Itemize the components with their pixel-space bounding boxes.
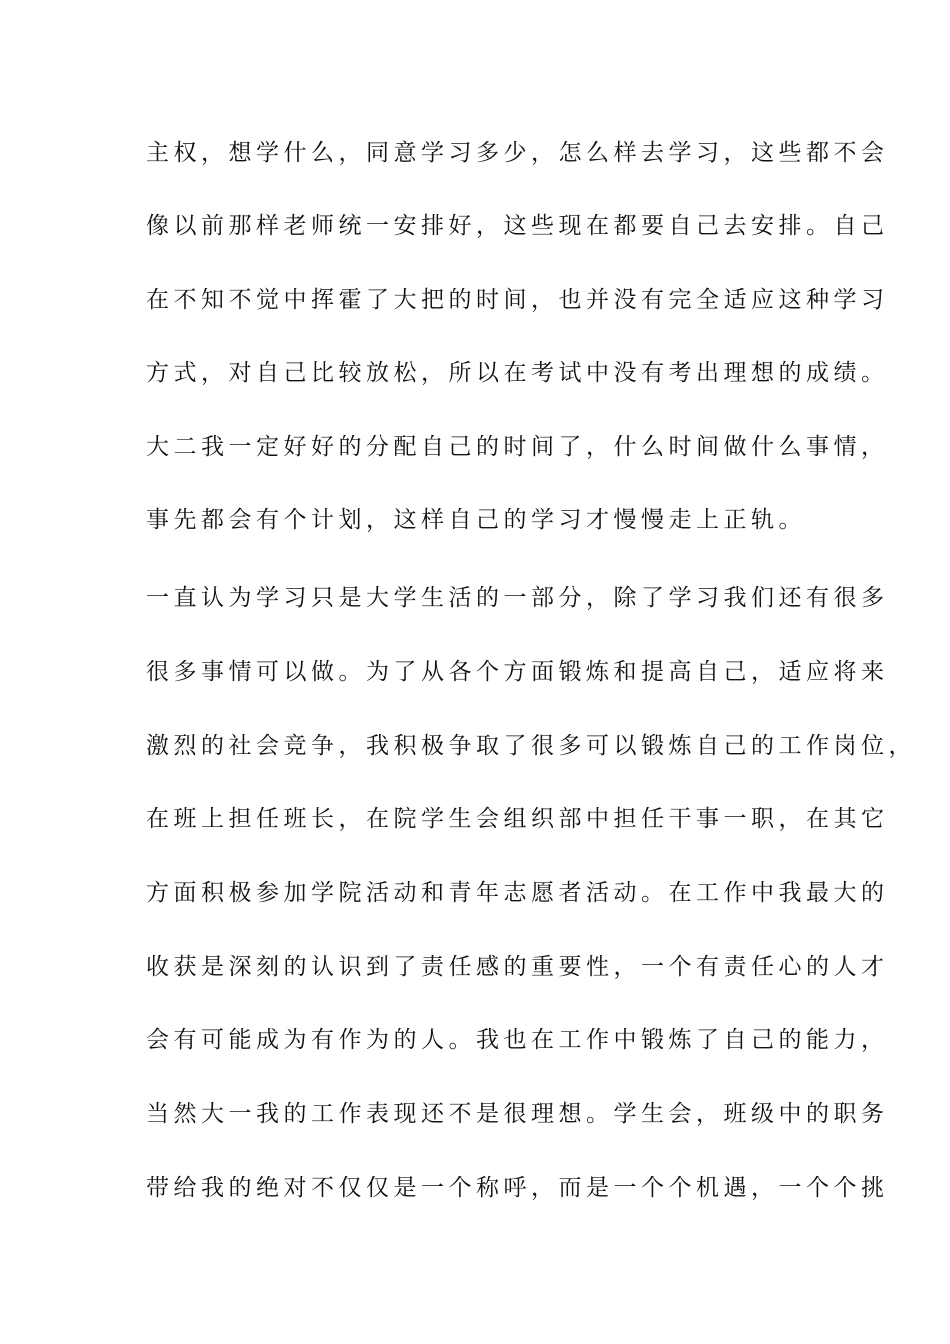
text-line-2: 像以前那样老师统一安排好，这些现在都要自己去安排。自己 (146, 213, 889, 239)
text-line-10: 在班上担任班长，在院学生会组织部中担任干事一职，在其它 (146, 806, 889, 832)
text-line-8: 很多事情可以做。为了从各个方面锻炼和提高自己，适应将来 (146, 659, 889, 685)
text-line-14: 当然大一我的工作表现还不是很理想。学生会，班级中的职务 (146, 1101, 889, 1127)
text-line-15: 带给我的绝对不仅仅是一个称呼，而是一个个机遇，一个个挑 (146, 1175, 889, 1201)
text-line-6: 事先都会有个计划，这样自己的学习才慢慢走上正轨。 (146, 507, 806, 533)
text-line-3: 在不知不觉中挥霍了大把的时间，也并没有完全适应这种学习 (146, 287, 889, 313)
text-line-1: 主权，想学什么，同意学习多少，怎么样去学习，这些都不会 (146, 140, 889, 166)
text-line-12: 收获是深刻的认识到了责任感的重要性，一个有责任心的人才 (146, 954, 889, 980)
text-line-5: 大二我一定好好的分配自己的时间了，什么时间做什么事情， (146, 434, 889, 460)
text-line-13: 会有可能成为有作为的人。我也在工作中锻炼了自己的能力， (146, 1027, 889, 1053)
text-line-9: 激烈的社会竞争，我积极争取了很多可以锻炼自己的工作岗位， (146, 733, 916, 759)
text-line-7: 一直认为学习只是大学生活的一部分，除了学习我们还有很多 (146, 585, 889, 611)
text-line-11: 方面积极参加学院活动和青年志愿者活动。在工作中我最大的 (146, 880, 889, 906)
text-line-4: 方式，对自己比较放松，所以在考试中没有考出理想的成绩。 (146, 360, 889, 386)
